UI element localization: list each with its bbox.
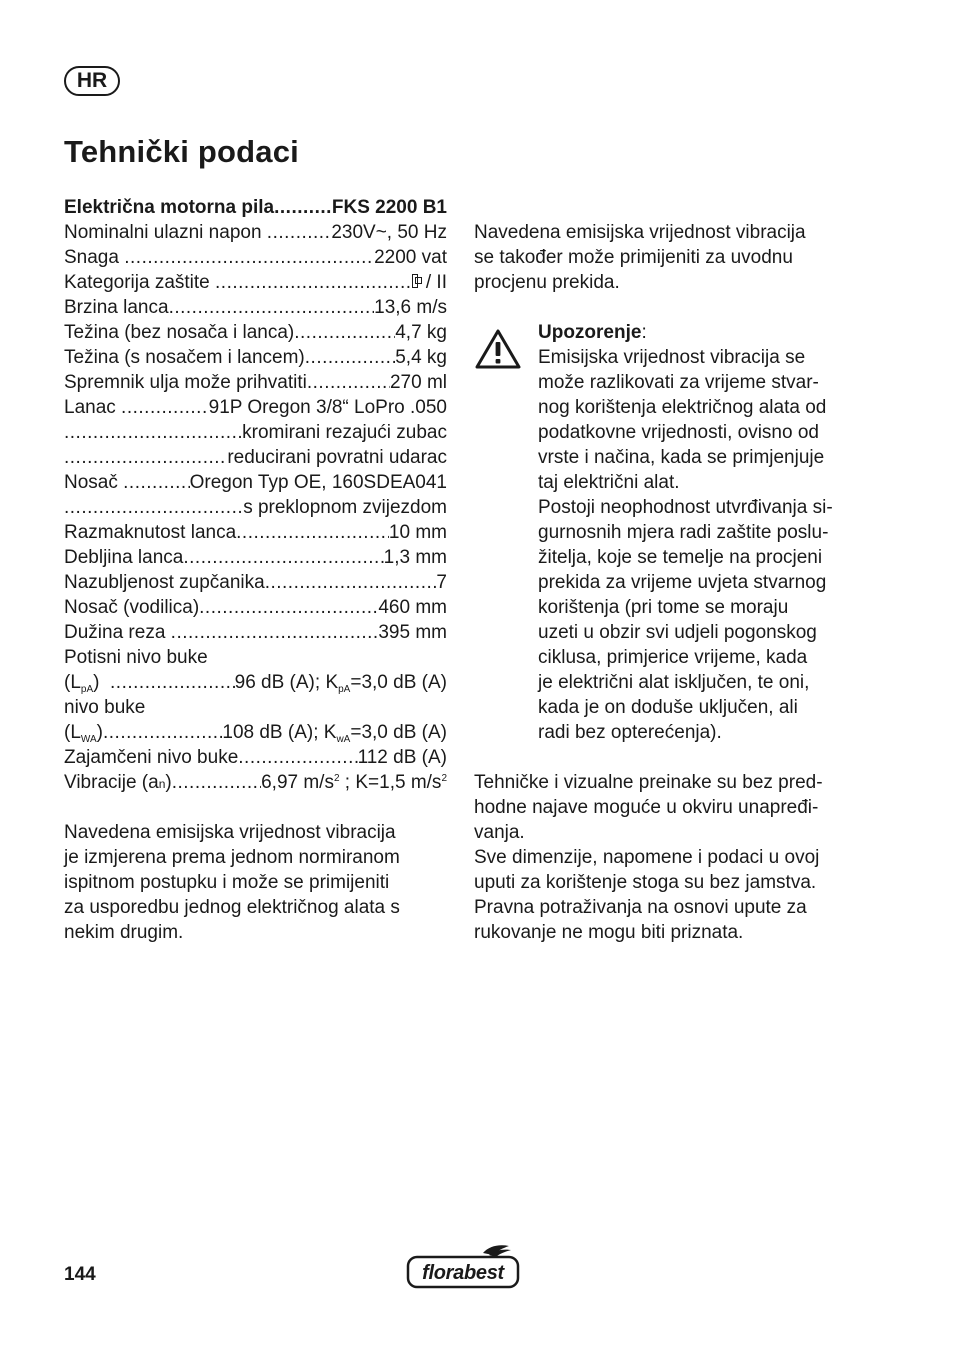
paragraph-line: Tehničke i vizualne preinake su bez pred-	[474, 772, 823, 793]
spec-label: Snaga	[64, 247, 125, 268]
spec-value: 270 ml	[389, 372, 447, 393]
spec-value: 13,6 m/s	[374, 297, 447, 318]
spec-row	[64, 445, 447, 470]
warning-title: Upozorenje	[538, 322, 642, 343]
sound-power-heading: nivo buke	[64, 697, 146, 718]
spec-row	[64, 370, 447, 395]
sound-pressure-value: 96 dB (A); $K_{pA}=3,0$ dB (A)	[234, 672, 447, 695]
spec-value: 230V~, 50 Hz	[331, 222, 447, 243]
spec-row	[64, 220, 447, 245]
spec-row	[64, 520, 447, 545]
spec-label: Debljina lanca	[64, 547, 184, 568]
warning-line: kada je on doduše uključen, ali	[538, 697, 798, 718]
guaranteed-noise-row	[64, 745, 447, 770]
spec-row	[64, 545, 447, 570]
paragraph-line: je izmjerena prema jednom normiranom	[64, 847, 400, 868]
spec-label: Razmaknutost lanca	[64, 522, 237, 543]
protection-class-ii-icon	[412, 274, 417, 288]
spec-value: 5,4 kg	[395, 347, 447, 368]
spec-value: 91P Oregon 3/8“ LoPro .050	[208, 397, 447, 418]
warning-line: nog korištenja električnog alata od	[538, 397, 827, 418]
paragraph-line: za usporedbu jednog električnog alata s	[64, 897, 400, 918]
spec-row	[64, 320, 447, 345]
warning-line: prekida za vrijeme uvjeta stvarnog	[538, 572, 827, 593]
spec-label: Nosač	[64, 472, 124, 493]
spec-value: reducirani povratni udarac	[227, 447, 447, 468]
warning-line: radi bez opterećenja).	[538, 722, 722, 743]
sound-power-value: 108 dB (A); $K_{wA}=3,0$ dB (A)	[222, 722, 447, 745]
spec-row	[64, 270, 447, 295]
warning-line: ciklusa, primjerice vrijeme, kada	[538, 647, 808, 668]
spec-label: Dužina reza	[64, 622, 171, 643]
paragraph-line: uputi za korištenje stoga su bez jamstva.	[474, 872, 817, 893]
spec-label: Lanac	[64, 397, 122, 418]
spec-row	[64, 395, 447, 420]
paragraph-line: ispitnom postupku i može se primijeniti	[64, 872, 390, 893]
sound-power-row	[64, 720, 447, 745]
paragraph-line: procjenu prekida.	[474, 272, 620, 293]
warning-line: Emisijska vrijednost vibracija se	[538, 347, 806, 368]
spec-value: 112 dB (A)	[357, 747, 447, 768]
warning-line: uzeti u obzir svi udjeli pogonskog	[538, 622, 817, 643]
paragraph-line: hodne najave moguće u okviru unapređi-	[474, 797, 819, 818]
spec-value: 4,7 kg	[395, 322, 447, 343]
closing-paragraph	[474, 770, 864, 945]
page-title: Tehnički podaci	[64, 134, 299, 169]
sound-pressure-symbol: $(L_{pA})$	[64, 672, 111, 695]
paragraph-line: rukovanje ne mogu biti priznata.	[474, 922, 744, 943]
paragraph-line: se također može primijeniti za uvodnu	[474, 247, 793, 268]
paragraph-line: Sve dimenzije, napomene i podaci u ovoj	[474, 847, 820, 868]
warning-line: je električni alat isključen, te oni,	[538, 672, 810, 693]
spec-row	[64, 420, 447, 445]
spec-label: Težina (s nosačem i lancem)	[64, 347, 305, 368]
paragraph-line: vanja.	[474, 822, 525, 843]
warning-line: Postoji neophodnost utvrđivanja si-	[538, 497, 833, 518]
warning-line: može razlikovati za vrijeme stvar-	[538, 372, 819, 393]
spec-label: Brzina lanca	[64, 297, 169, 318]
language-badge: HR	[64, 66, 120, 96]
warning-block	[474, 320, 864, 745]
spec-row	[64, 470, 447, 495]
spec-row	[64, 295, 447, 320]
page-number: 144	[64, 1264, 96, 1285]
paragraph-line: Pravna potraživanja na osnovi upute za	[474, 897, 807, 918]
spec-value: 395 mm	[378, 622, 447, 643]
spec-value: 1,3 mm	[383, 547, 447, 568]
spec-row	[64, 620, 447, 645]
spec-label: Zajamčeni nivo buke	[64, 747, 239, 768]
spec-row	[64, 495, 447, 520]
florabest-logo	[405, 1244, 521, 1290]
spec-row	[64, 345, 447, 370]
warning-line: gurnosnih mjera radi zaštite poslu-	[538, 522, 829, 543]
spec-column	[64, 195, 447, 945]
warning-line: vrste i načina, kada se primjenjuje	[538, 447, 825, 468]
spec-label: Nosač (vodilica)	[64, 597, 200, 618]
spec-value: FKS 2200 B1	[331, 197, 447, 218]
spec-value: 10 mm	[388, 522, 447, 543]
paragraph-line: Navedena emisijska vrijednost vibracija	[64, 822, 396, 843]
spec-label: Nazubljenost zupčanika	[64, 572, 265, 593]
warning-line: taj električni alat.	[538, 472, 680, 493]
warning-title-line: Upozorenje:	[538, 322, 647, 343]
spec-row	[64, 245, 447, 270]
spec-value: 2200 vat	[374, 247, 447, 268]
sound-pressure-heading: Potisni nivo buke	[64, 647, 208, 668]
vibration-value: 6,97 $m/s^2$ ; K=1,5 $m/s^2$	[261, 772, 447, 793]
warning-line: podatkovne vrijednosti, ovisno od	[538, 422, 819, 443]
spec-value: s preklopnom zvijezdom	[243, 497, 447, 518]
warning-line: žitelja, koje se temelje na procjeni	[538, 547, 823, 568]
spec-model-row	[64, 195, 447, 220]
spec-label: Nominalni ulazni napon	[64, 222, 267, 243]
spec-value: 460 mm	[378, 597, 447, 618]
spec-label: Električna motorna pila	[64, 197, 275, 218]
sound-pressure-row	[64, 670, 447, 695]
right-column	[474, 220, 864, 945]
sound-power-symbol: $(L_{WA})$	[64, 722, 103, 745]
spec-value: / II	[420, 272, 447, 293]
warning-line: korištenja (pri tome se moraju	[538, 597, 789, 618]
vibration-label: Vibracije (an)	[64, 772, 172, 793]
warning-text	[538, 345, 864, 745]
svg-text:florabest: florabest	[422, 1262, 504, 1284]
intro-paragraph	[474, 220, 864, 295]
spec-rows	[64, 220, 447, 645]
spec-label: Težina (bez nosača i lanca)	[64, 322, 295, 343]
spec-row	[64, 595, 447, 620]
spec-value: 7	[436, 572, 447, 593]
paragraph-line: Navedena emisijska vrijednost vibracija	[474, 222, 806, 243]
spec-row	[64, 570, 447, 595]
left-paragraph	[64, 820, 447, 945]
paragraph-line: nekim drugim.	[64, 922, 184, 943]
spec-label: Spremnik ulja može prihvatiti	[64, 372, 307, 393]
spec-value: Oregon Typ OE, 160SDEA041	[189, 472, 447, 493]
vibration-row	[64, 770, 447, 795]
spec-value: kromirani rezajući zubac	[242, 422, 447, 443]
spec-label: Kategorija zaštite	[64, 272, 216, 293]
warning-triangle-icon	[474, 328, 522, 370]
